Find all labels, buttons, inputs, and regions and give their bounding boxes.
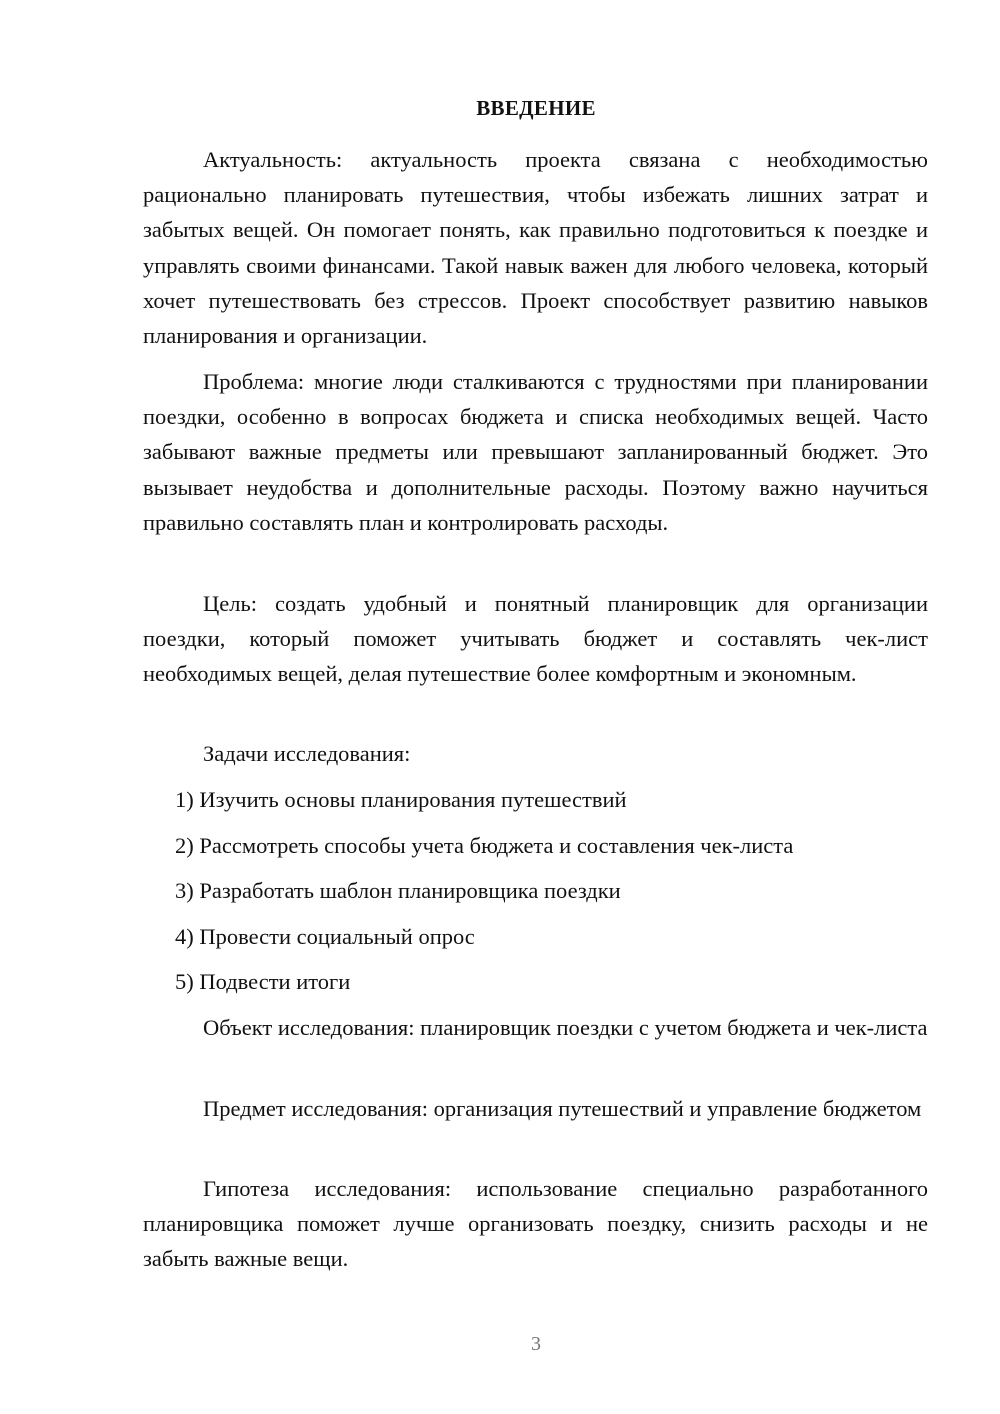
page-number: 3 [531,1333,541,1355]
subject-paragraph: Предмет исследования: организация путешествий и управление бюджетом [203,1096,922,1121]
hypothesis-paragraph: Гипотеза исследования: использование специально разработанного планировщика поможет лучше организовать поездку, снизить расходы и не забыть важные вещи. [143,1176,928,1272]
list-item: 2) Рассмотреть способы учета бюджета и составления чек-листа [175,833,794,858]
list-item: 1) Изучить основы планирования путешествий [175,787,627,812]
page-title: ВВЕДЕНИЕ [476,96,596,120]
list-item: 4) Провести социальный опрос [175,924,475,949]
list-item: 5) Подвести итоги [175,969,351,994]
relevance-paragraph: Актуальность: актуальность проекта связана с необходимостью рационально планировать путешествия, чтобы избежать лишних затрат и забытых вещей. Он помогает понять, как правильно подготовиться к поездке и управлять своими финансами. Такой навык важен для любого человека, который хочет путешествовать без стрессов. Проект способствует развитию навыков планирования и организации. [143,147,928,349]
list-item: 3) Разработать шаблон планировщика поездки [175,878,621,903]
goal-paragraph: Цель: создать удобный и понятный планировщик для организации поездки, который поможет учитывать бюджет и составлять чек-лист необходимых вещей, делая путешествие более комфортным и экономным. [143,591,928,687]
tasks-heading: Задачи исследования: [203,741,411,766]
problem-paragraph: Проблема: многие люди сталкиваются с трудностями при планировании поездки, особенно в вопросах бюджета и списка необходимых вещей. Часто забывают важные предметы или превышают запланированный бюджет. Это вызывает неудобства и дополнительные расходы. Поэтому важно научиться правильно составлять план и контролировать расходы. [143,369,928,535]
object-paragraph: Объект исследования: планировщик поездки с учетом бюджета и чек-листа [203,1015,928,1040]
